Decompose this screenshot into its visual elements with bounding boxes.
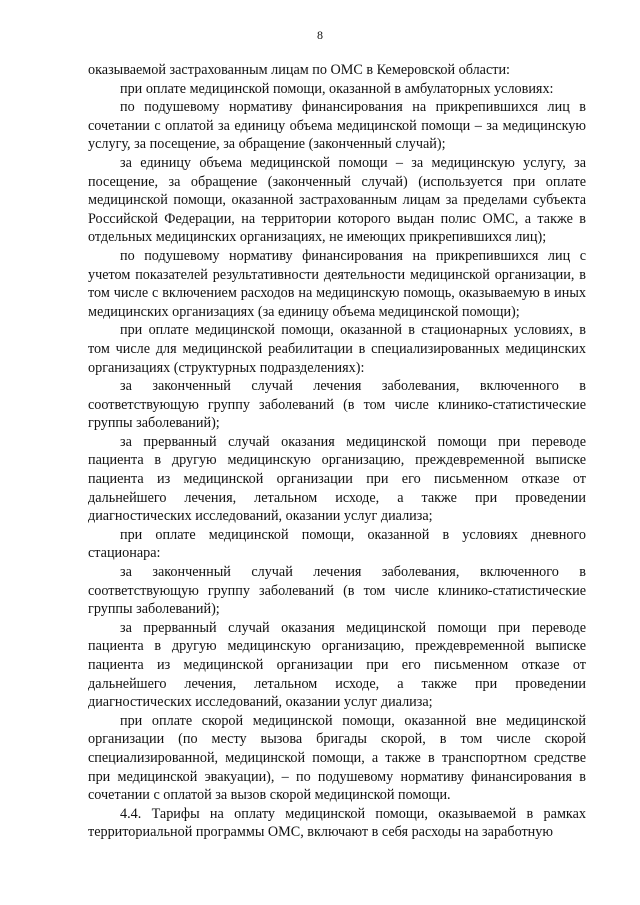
paragraph: по подушевому нормативу финансирования на прикрепившихся лиц с учетом показателей результативности деятельности медицинской организации, в том числе с включением расходов на медицинскую помощь, оказываемую в иных медицинских организациях (за единицу объема медицинской помощи); bbox=[88, 247, 586, 320]
paragraph: при оплате скорой медицинской помощи, оказанной вне медицинской организации (по месту вызова бригады скорой, в том числе скорой специализированной, медицинской помощи, а также в транспортном средстве при медицинской эвакуации), – по подушевому нормативу финансирования в сочетании с оплатой за вызов скорой медицинской помощи. bbox=[88, 712, 586, 804]
paragraph: оказываемой застрахованным лицам по ОМС в Кемеровской области: bbox=[88, 62, 510, 78]
page-number: 8 bbox=[317, 28, 323, 42]
paragraph: за прерванный случай оказания медицинской помощи при переводе пациента в другую медицинскую организацию, преждевременной выписке пациента из медицинской организации при его письменном отказе от дальнейшего лечения, летальном исходе, а также при проведении диагностических исследований, оказании услуг диализа; bbox=[88, 619, 586, 711]
paragraph: при оплате медицинской помощи, оказанной в амбулаторных условиях: bbox=[120, 80, 554, 97]
paragraph: при оплате медицинской помощи, оказанной в условиях дневного стационара: bbox=[88, 526, 586, 562]
paragraph: за единицу объема медицинской помощи – за медицинскую услугу, за посещение, за обращение (законченный случай) (используется при оплате медицинской помощи, оказанной застрахованным лицам за пределами субъекта Российской Федерации, на территории которого выдан полис ОМС, а также в отдельных медицинских организациях, не имеющих прикрепившихся лиц); bbox=[88, 154, 586, 246]
paragraph: за законченный случай лечения заболевания, включенного в соответствующую группу заболеваний (в том числе клинико-статистические группы заболеваний); bbox=[88, 564, 586, 618]
paragraph: за законченный случай лечения заболевания, включенного в соответствующую группу заболеваний (в том числе клинико-статистические группы заболеваний); bbox=[88, 378, 586, 432]
document-body bbox=[88, 61, 586, 842]
paragraph: по подушевому нормативу финансирования на прикрепившихся лиц в сочетании с оплатой за единицу объема медицинской помощи – за медицинскую услугу, за посещение, за обращение (законченный случай); bbox=[88, 99, 586, 153]
paragraph: за прерванный случай оказания медицинской помощи при переводе пациента в другую медицинскую организацию, преждевременной выписке пациента из медицинской организации при его письменном отказе от дальнейшего лечения, летальном исходе, а также при проведении диагностических исследований, оказании услуг диализа; bbox=[88, 433, 586, 525]
paragraph: 4.4. Тарифы на оплату медицинской помощи, оказываемой в рамках территориальной программы ОМС, включают в себя расходы на заработную bbox=[88, 805, 586, 841]
paragraph: при оплате медицинской помощи, оказанной в стационарных условиях, в том числе для медицинской реабилитации в специализированных медицинских организациях (структурных подразделениях): bbox=[88, 322, 586, 376]
